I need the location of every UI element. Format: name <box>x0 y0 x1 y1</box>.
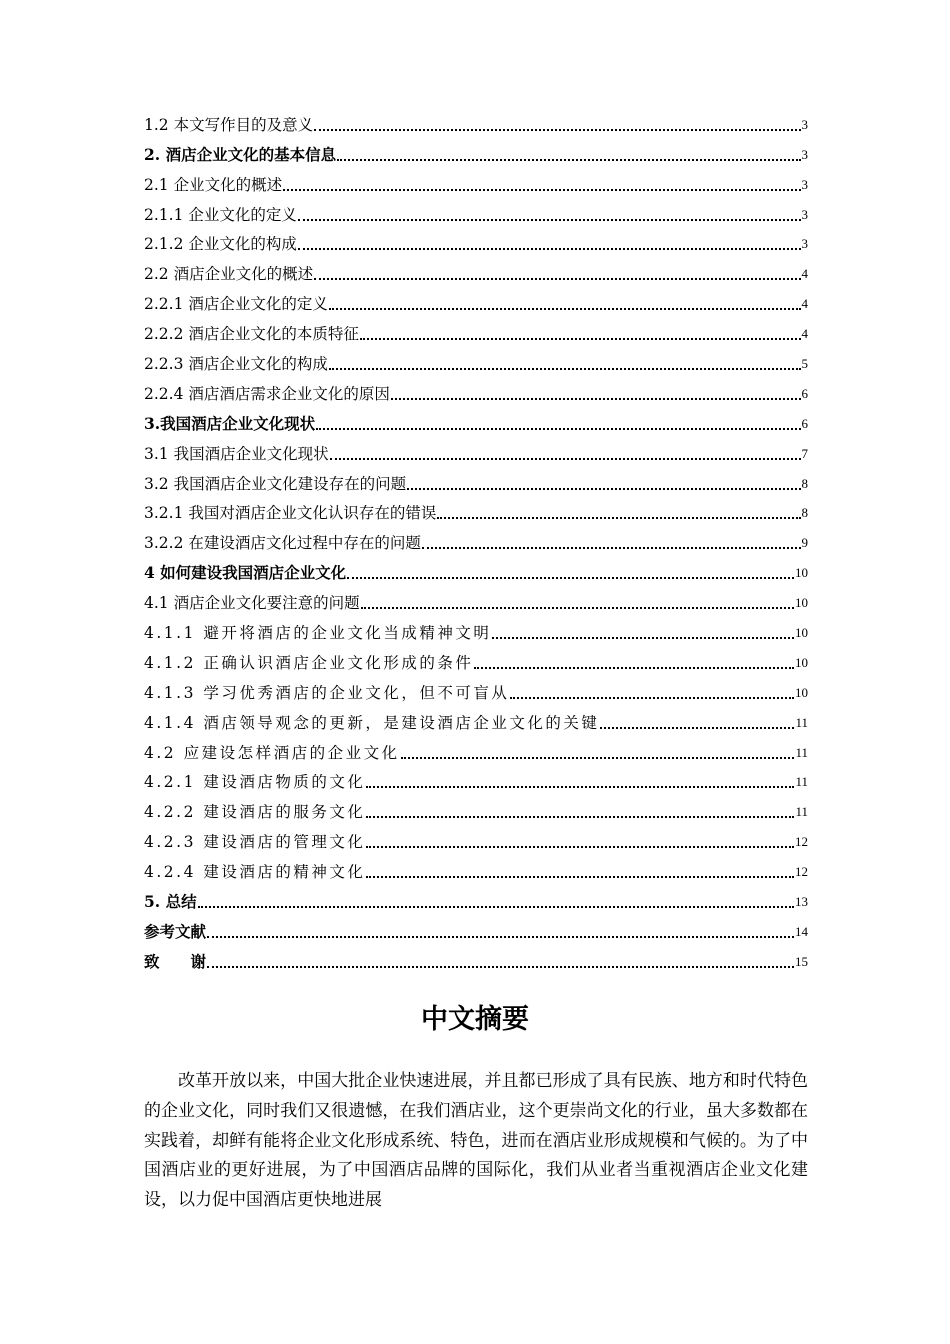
toc-entry-page-number: 12 <box>795 834 808 850</box>
toc-dot-leader <box>316 428 800 430</box>
toc-entry-page-number: 3 <box>801 176 808 192</box>
toc-entry[interactable] <box>144 344 808 374</box>
toc-entry[interactable] <box>144 135 808 165</box>
toc-dot-leader <box>401 757 795 759</box>
toc-entry-page-number: 8 <box>801 505 808 521</box>
toc-entry-label: 2.2.2 酒店企业文化的本质特征 <box>144 325 359 344</box>
toc-dot-leader <box>314 278 800 280</box>
toc-entry-page-number: 15 <box>795 953 808 969</box>
toc-entry-label: 2.2.3 酒店企业文化的构成 <box>144 355 328 374</box>
toc-entry-label: 3.我国酒店企业文化现状 <box>144 413 316 433</box>
toc-entry-label: 2.2.1 酒店企业文化的定义 <box>144 295 328 314</box>
toc-dot-leader <box>474 667 794 669</box>
toc-entry[interactable] <box>144 703 808 733</box>
toc-entry-page-number: 3 <box>801 206 808 222</box>
toc-dot-leader <box>298 219 801 221</box>
abstract-title: 中文摘要 <box>421 1004 529 1035</box>
toc-entry[interactable] <box>144 882 808 912</box>
toc-entry[interactable] <box>144 763 808 793</box>
toc-entry[interactable] <box>144 284 808 314</box>
toc-dot-leader <box>366 846 794 848</box>
toc-dot-leader <box>600 727 794 729</box>
toc-entry[interactable] <box>144 912 808 942</box>
toc-entry-label: 4.2 应建设怎样酒店的企业文化 <box>144 743 400 762</box>
toc-dot-leader <box>360 338 801 340</box>
toc-entry-label: 2.2 酒店企业文化的概述 <box>144 265 314 284</box>
toc-entry-label: 4.1.4 酒店领导观念的更新，是建设酒店企业文化的关键 <box>144 713 600 732</box>
toc-entry-label: 4.1.1 避开将酒店的企业文化当成精神文明 <box>144 624 492 643</box>
toc-entry-label: 2.2.4 酒店酒店需求企业文化的原因 <box>144 384 390 403</box>
toc-entry-page-number: 6 <box>801 385 808 401</box>
toc-entry[interactable] <box>144 942 808 972</box>
toc-entry-page-number: 10 <box>795 654 808 670</box>
toc-entry-page-number: 10 <box>795 565 808 581</box>
toc-dot-leader <box>207 966 794 968</box>
toc-entry[interactable] <box>144 195 808 225</box>
table-of-contents <box>144 105 808 972</box>
toc-entry[interactable] <box>144 254 808 284</box>
toc-entry[interactable] <box>144 225 808 255</box>
toc-entry-label: 4.2.3 建设酒店的管理文化 <box>144 833 366 852</box>
toc-entry-label: 3.2.1 我国对酒店企业文化认识存在的错误 <box>144 504 437 523</box>
toc-dot-leader <box>298 248 801 250</box>
toc-entry-label: 4.2.1 建设酒店物质的文化 <box>144 773 366 792</box>
toc-entry-page-number: 3 <box>801 146 808 162</box>
toc-entry-label: 2.1.1 企业文化的定义 <box>144 205 297 224</box>
toc-entry-page-number: 7 <box>801 445 808 461</box>
toc-entry-page-number: 5 <box>801 356 808 372</box>
toc-dot-leader <box>330 458 801 460</box>
toc-entry-page-number: 14 <box>795 923 808 939</box>
toc-dot-leader <box>361 607 794 609</box>
toc-entry-page-number: 11 <box>795 744 808 760</box>
toc-entry-label: 4 如何建设我国酒店企业文化 <box>144 563 347 583</box>
toc-entry-page-number: 10 <box>795 595 808 611</box>
toc-entry-page-number: 4 <box>801 266 808 282</box>
toc-dot-leader <box>366 876 794 878</box>
toc-entry-label: 4.2.2 建设酒店的服务文化 <box>144 803 366 822</box>
toc-dot-leader <box>391 398 801 400</box>
toc-entry-page-number: 10 <box>795 625 808 641</box>
toc-entry[interactable] <box>144 374 808 404</box>
toc-entry-label: 5. 总结 <box>144 892 197 912</box>
toc-entry[interactable] <box>144 613 808 643</box>
toc-entry-page-number: 11 <box>795 714 808 730</box>
toc-entry[interactable] <box>144 733 808 763</box>
toc-entry-label: 2. 酒店企业文化的基本信息 <box>144 144 337 164</box>
toc-entry-page-number: 3 <box>801 236 808 252</box>
toc-entry[interactable] <box>144 434 808 464</box>
toc-entry-page-number: 11 <box>795 804 808 820</box>
toc-dot-leader <box>198 906 794 908</box>
toc-dot-leader <box>347 577 794 579</box>
toc-entry[interactable] <box>144 165 808 195</box>
toc-entry[interactable] <box>144 404 808 434</box>
toc-dot-leader <box>207 936 794 938</box>
toc-entry-page-number: 3 <box>801 116 808 132</box>
abstract-body: 改革开放以来，中国大批企业快速进展，并且都已形成了具有民族、地方和时代特色的企业文化，同时我们又很遗憾，在我们酒店业，这个更崇尚文化的行业，虽大多数都在实践着，却鲜有能将企业文化形成系统、特色，进而在酒店业形成规模和气候的。为了中国酒店业的更好进展，为了中国酒店品牌的国际化，我们从业者当重视酒店企业文化建设，以力促中国酒店更快地进展 <box>144 1071 808 1211</box>
toc-entry-page-number: 11 <box>795 774 808 790</box>
toc-entry[interactable] <box>144 673 808 703</box>
toc-entry-label: 2.1 企业文化的概述 <box>144 175 283 194</box>
toc-entry-page-number: 4 <box>801 326 808 342</box>
toc-entry-label: 4.1 酒店企业文化要注意的问题 <box>144 594 360 613</box>
toc-dot-leader <box>366 786 794 788</box>
toc-entry-label: 致 谢 <box>144 951 207 971</box>
toc-entry-label: 4.2.4 建设酒店的精神文化 <box>144 863 366 882</box>
toc-entry[interactable] <box>144 643 808 673</box>
toc-entry-label: 2.1.2 企业文化的构成 <box>144 235 297 254</box>
toc-dot-leader <box>366 816 794 818</box>
toc-entry[interactable] <box>144 105 808 135</box>
toc-entry-page-number: 10 <box>795 684 808 700</box>
toc-dot-leader <box>492 637 794 639</box>
toc-entry[interactable] <box>144 852 808 882</box>
toc-dot-leader <box>283 189 800 191</box>
toc-entry-label: 1.2 本文写作目的及意义 <box>144 115 314 134</box>
toc-dot-leader <box>437 517 800 519</box>
toc-entry[interactable] <box>144 314 808 344</box>
toc-dot-leader <box>510 697 794 699</box>
toc-entry[interactable] <box>144 523 808 553</box>
toc-entry[interactable] <box>144 494 808 524</box>
toc-dot-leader <box>329 368 801 370</box>
toc-entry-label: 3.1 我国酒店企业文化现状 <box>144 444 329 463</box>
toc-dot-leader <box>407 488 800 490</box>
toc-entry[interactable] <box>144 583 808 613</box>
toc-entry-page-number: 9 <box>801 535 808 551</box>
toc-entry[interactable] <box>144 553 808 583</box>
toc-entry-page-number: 12 <box>795 864 808 880</box>
toc-entry-label: 3.2 我国酒店企业文化建设存在的问题 <box>144 474 407 493</box>
toc-dot-leader <box>422 547 801 549</box>
toc-dot-leader <box>329 308 801 310</box>
toc-entry-label: 参考文献 <box>144 921 207 941</box>
toc-entry-page-number: 8 <box>801 475 808 491</box>
toc-dot-leader <box>314 129 800 131</box>
toc-entry[interactable] <box>144 792 808 822</box>
toc-dot-leader <box>337 159 800 161</box>
toc-entry-label: 4.1.2 正确认识酒店企业文化形成的条件 <box>144 653 474 672</box>
toc-entry-label: 4.1.3 学习优秀酒店的企业文化，但不可盲从 <box>144 683 510 702</box>
toc-entry-page-number: 13 <box>795 894 808 910</box>
toc-entry[interactable] <box>144 822 808 852</box>
toc-entry-page-number: 6 <box>801 415 808 431</box>
toc-entry[interactable] <box>144 464 808 494</box>
toc-entry-page-number: 4 <box>801 296 808 312</box>
toc-entry-label: 3.2.2 在建设酒店文化过程中存在的问题 <box>144 534 421 553</box>
